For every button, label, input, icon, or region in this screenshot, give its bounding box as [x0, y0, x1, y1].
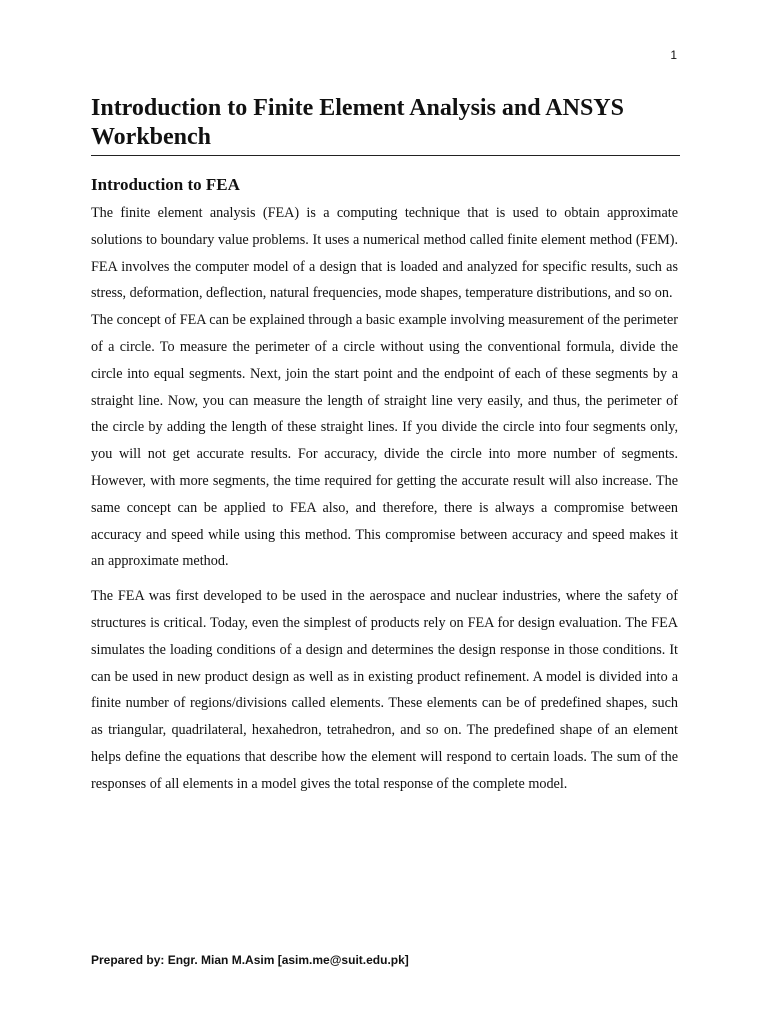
section-heading: Introduction to FEA [91, 175, 240, 194]
paragraph-circle-example: The concept of FEA can be explained through a basic example involving measurement of the perimeter of a circle. To measure the perimeter of a circle without using the conventional formula, divide the circle into equal segments. Next, join the start point and the endpoint of each of these segments by a straight line. Now, you can measure the length of straight line very easily, and thus, the perimeter of the circle by adding the length of these straight lines. If you divide the circle into four segments only, you will not get accurate results. For accuracy, divide the circle into more number of segments. However, with more segments, the time required for getting the accurate result will also increase. The same concept can be applied to FEA also, and therefore, there is always a compromise between accuracy and speed while using this method. This compromise between accuracy and speed makes it an approximate method. [91, 312, 678, 570]
footer-author: Prepared by: Engr. Mian M.Asim [asim.me@suit.edu.pk] [91, 953, 409, 967]
paragraph-fea-history: The FEA was first developed to be used in the aerospace and nuclear industries, where the safety of structures is critical. Today, even the simplest of products rely on FEA for design evaluation. The FEA simulates the loading conditions of a design and determines the design response in those conditions. It can be used in new product design as well as in existing product refinement. A model is divided into a finite number of regions/divisions called elements. These elements can be of predefined shapes, such as triangular, quadrilateral, hexahedron, tetrahedron, and so on. The predefined shape of an element helps define the equations that describe how the element will respond to certain loads. The sum of the responses of all elements in a model gives the total response of the complete model. [91, 588, 678, 792]
document-title: Introduction to Finite Element Analysis and ANSYS Workbench [91, 94, 680, 156]
body-text [91, 200, 678, 798]
page-number: 1 [670, 48, 677, 62]
paragraph-fea-definition: The finite element analysis (FEA) is a computing technique that is used to obtain approximate solutions to boundary value problems. It uses a numerical method called finite element method (FEM). FEA involves the computer model of a design that is loaded and analyzed for specific results, such as stress, deformation, deflection, natural frequencies, mode shapes, temperature distributions, and so on. [91, 205, 678, 302]
